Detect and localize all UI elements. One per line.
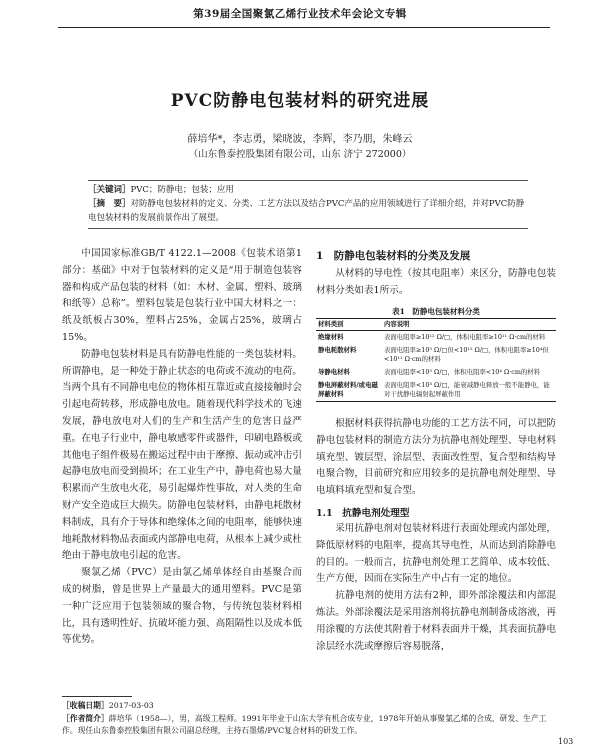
table-cell-category: 导静电材料 xyxy=(318,368,350,376)
affiliation: （山东鲁泰控股集团有限公司，山东 济宁 272000） xyxy=(188,149,412,160)
method-paragraph: 根据材料获得抗静电功能的工艺方法不同，可以把防静电包装材料的制造方法分为抗静电剂处理型、导电材料填充型、镀层型、涂层型、表面改性型、复合型和结构导电聚合物，目前研究和应用较多的是抗静电剂处理型、导电填料填充型和复合型。 xyxy=(316,418,556,497)
footnote-received xyxy=(62,700,562,712)
table-1-caption: 表1 防静电包装材料分类 xyxy=(392,307,480,316)
table-cell-description: 表面电阻率≥10⁵ Ω/□但<10¹² Ω/□，体积电阻率≥10⁴但<10¹¹ Ω·cm的材料 xyxy=(384,346,549,363)
abstract-block xyxy=(88,197,528,225)
left-column xyxy=(62,246,302,649)
section-1-heading: 1 防静电包装材料的分类及发展 xyxy=(316,250,471,262)
table-row xyxy=(316,379,556,402)
keywords-text: PVC；防静电；包装；应用 xyxy=(130,185,234,195)
author-list: 薛培华*，李志勇，梁晓波，李辉，李乃朋，朱峰云 xyxy=(187,134,413,145)
table-header-row xyxy=(316,319,556,331)
table-cell-description: 表面电阻率<10³ Ω/□，能衰减静电释放一般不能静电，能对干扰静电辐射起屏蔽作用 xyxy=(382,379,556,402)
section-1-intro-text: 从材料的导电性（按其电阻率）来区分，防静电包装材料分类如表1所示。 xyxy=(316,268,556,296)
table-row xyxy=(316,366,556,379)
table-header-cell: 内容说明 xyxy=(382,319,556,331)
received-date: 2017-03-03 xyxy=(108,701,154,710)
table-cell-category: 静电屏蔽材料/或电磁屏蔽材料 xyxy=(316,379,382,402)
header-rule xyxy=(58,27,550,28)
section-1-1-heading: 1.1 抗静电剂处理型 xyxy=(316,508,410,519)
right-column-body-1 xyxy=(316,416,556,500)
footnote-author xyxy=(62,713,562,737)
table-cell-description: 表面电阻率≥10¹² Ω/□，体积电阻率≥10¹¹ Ω·cm的材料 xyxy=(384,333,546,341)
table-row xyxy=(316,331,556,345)
received-label: ［收稿日期］ xyxy=(62,701,109,710)
intro-paragraph-2: 防静电包装材料是具有防静电性能的一类包装材料。所谓静电，是一种处于静止状态的电荷或不流动的电荷。当两个具有不同静电电位的物体相互靠近或直接接触时会引起电荷转移，形成静电放电。随着现代科学技术的飞速发展，静电放电对人们的生产和生活产生的危害日益严重。在电子行业中，静电敏感零件或器件，印刷电路板或其他电子组件极易在搬运过程中由于摩擦、振动或冲击引起静电放电而受到损坏；在工业生产中，静电荷也易大量积累而产生放电火花，易引起爆炸性事故，对人类的生命财产安全造成巨大损失。防静电包装材料，由静电耗散材料制成，具有介于导体和绝缘体之间的电阻率，能够快速地耗散材料物品表面或内部静电电荷，从根本上减少或杜绝由于静电放电引起的危害。 xyxy=(62,348,302,562)
antistatic-paragraph-1: 采用抗静电剂对包装材料进行表面处理或内部处理，降低原材料的电阻率，提高其导电性，从而达到消除静电的目的。一般而言，抗静电剂处理工艺简单、成本较低、生产方便，因而在实际生产中占有一定的地位。 xyxy=(316,523,556,585)
right-column-body-2 xyxy=(316,521,556,655)
abstract-top-rule xyxy=(88,180,528,181)
page-number: 103 xyxy=(558,737,574,746)
footnote-rule xyxy=(62,696,132,697)
table-row xyxy=(316,344,556,366)
keywords-line xyxy=(88,183,528,197)
table-header-cell: 材料类别 xyxy=(316,319,382,331)
abstract-text: 对防静电包装材料的定义、分类、工艺方法以及结合PVC产品的应用领域进行了详细介绍，并对PVC防静电包装材料的发展前景作出了展望。 xyxy=(88,199,525,223)
intro-paragraph-3: 聚氯乙烯（PVC）是由氯乙烯单体经自由基聚合而成的树脂，曾是世界上产量最大的通用塑料。PVC是第一种广泛应用于包装领域的聚合物，与传统包装材料相比，具有透明性好、抗破坏能力强、高阻隔性以及成本低等优势。 xyxy=(62,567,302,646)
paper-title: PVC防静电包装材料的研究进展 xyxy=(170,91,430,111)
table-cell-category: 静电耗散材料 xyxy=(318,346,357,354)
abstract-label: ［摘 要］ xyxy=(88,199,131,209)
antistatic-paragraph-2: 抗静电剂的使用方法有2种，即外部涂覆法和内部混炼法。外部涂覆法是采用溶剂将抗静电剂制备成溶液，再用涂覆的方法使其附着于材料表面并干燥，其表面抗静电涂层经水洗或摩擦后容易脱落， xyxy=(316,590,556,652)
running-header: 第39届全国聚氯乙烯行业技术年会论文专辑 xyxy=(193,8,407,20)
section-1-intro xyxy=(316,266,556,300)
abstract-bottom-rule xyxy=(88,228,528,229)
author-bio-label: ［作者简介］ xyxy=(62,714,109,723)
keywords-label: ［关键词］ xyxy=(88,185,131,195)
intro-paragraph-1: 中国国家标准GB/T 4122.1—2008《包装术语第1部分：基础》中对于包装材料的定义是“用于制造包装容器和构成产品包装的材料（如：木材、金属、塑料、玻璃和纸等）总称”。塑料包装是包装行业中国大材料之一：纸及纸板占30%，塑料占25%，金属占25%，玻璃占15%。 xyxy=(62,248,302,343)
table-1 xyxy=(316,318,556,402)
table-cell-description: 表面电阻率<10⁵ Ω/□，体积电阻率<10⁴ Ω·cm的材料 xyxy=(384,368,541,376)
author-bio-text: 薛培华（1958—），男，高级工程师。1991年毕业于山东大学有机合成专业，1978年开始从事聚氯乙烯的合成、研发、生产工作。现任山东鲁泰控股集团有限公司副总经理，主持石墨烯/PVC复合材料的研发工作。 xyxy=(62,714,547,735)
table-cell-category: 绝缘材料 xyxy=(318,333,344,341)
